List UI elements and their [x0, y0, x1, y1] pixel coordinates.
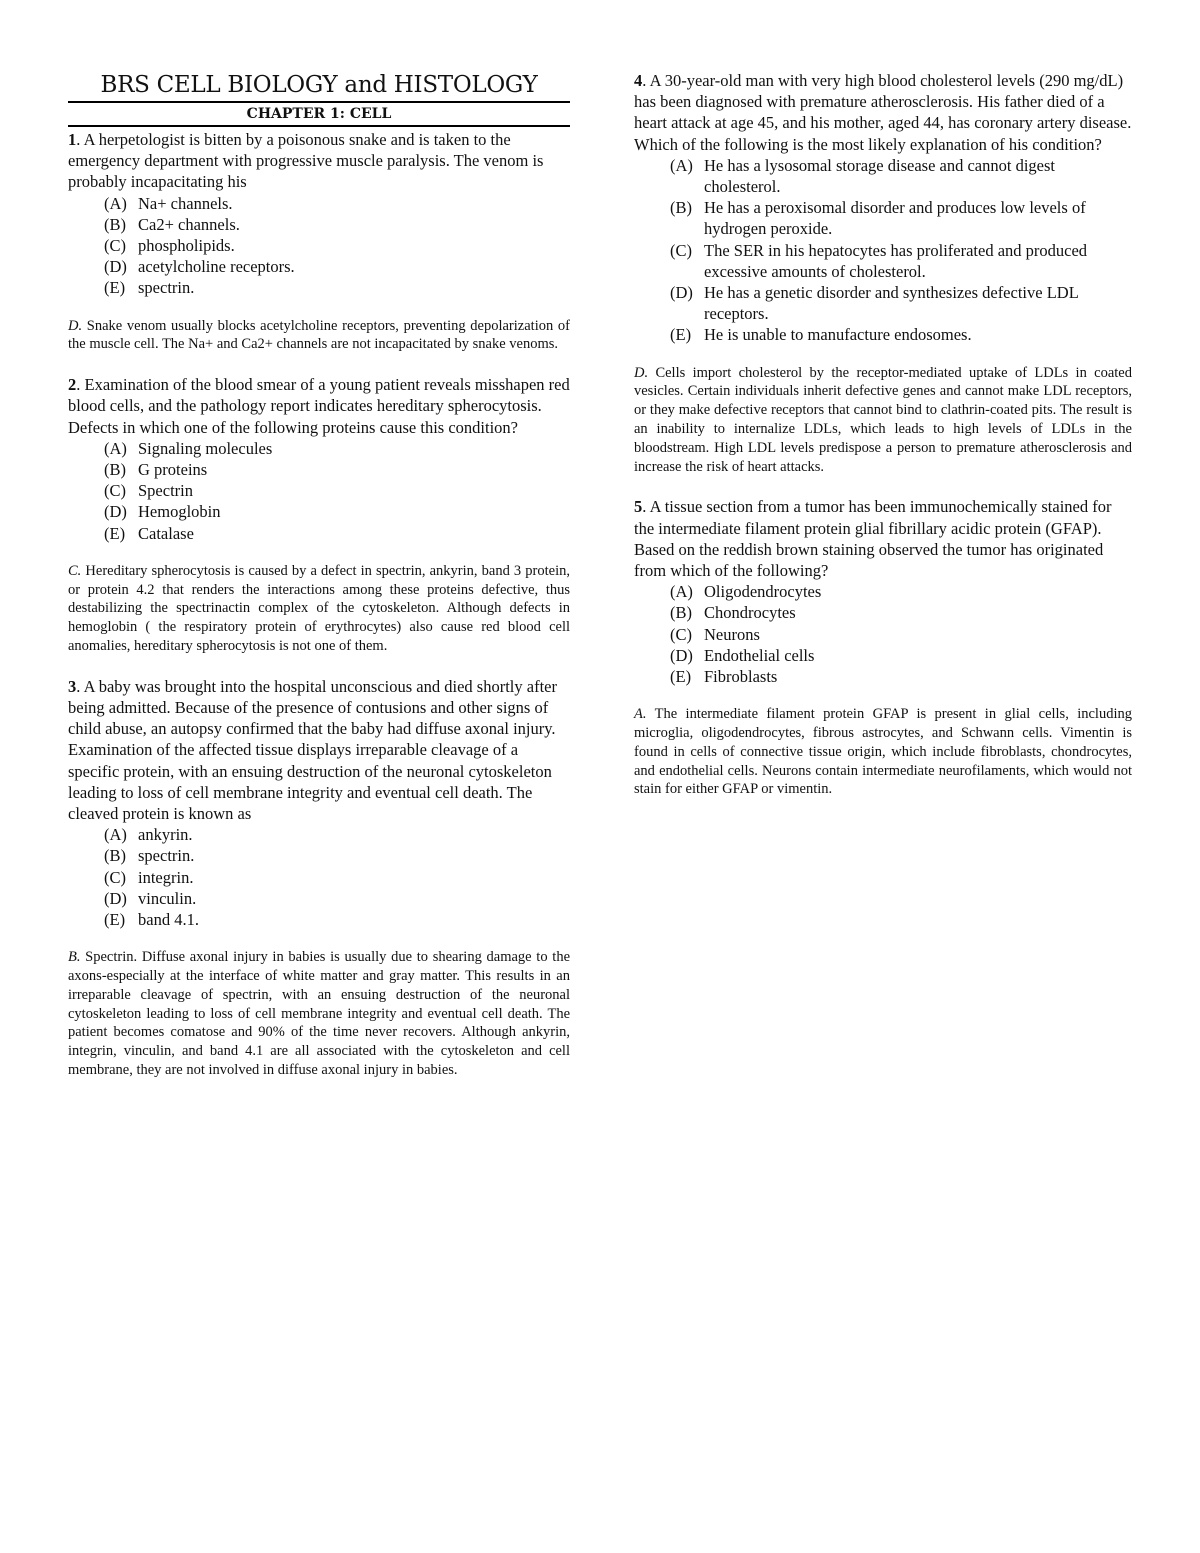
- question-3: [68, 676, 570, 1080]
- option-letter: (A): [104, 438, 127, 458]
- answer-explanation: [68, 948, 570, 1080]
- option-e: [104, 523, 570, 544]
- option-a: [670, 581, 1132, 602]
- option-letter: (C): [670, 624, 692, 644]
- option-e: [670, 666, 1132, 687]
- option-c: [104, 235, 570, 256]
- option-letter: (D): [670, 645, 693, 665]
- right-column: [634, 70, 1132, 819]
- option-text: He has a peroxisomal disorder and produces low levels of hydrogen peroxide.: [704, 198, 1086, 239]
- option-letter: (B): [104, 214, 126, 234]
- option-letter: (E): [670, 667, 692, 687]
- option-letter: (D): [670, 283, 693, 303]
- option-list: [68, 193, 570, 299]
- answer-explanation: [634, 364, 1132, 477]
- question-5: [634, 496, 1132, 799]
- option-d: [670, 282, 1132, 324]
- option-letter: (C): [670, 240, 692, 260]
- question-text: . Examination of the blood smear of a young patient reveals misshapen red blood cells, and the pathology report indicates hereditary spherocytosis. Defects in which one of the following proteins cause this condition?: [68, 375, 570, 437]
- option-a: [670, 155, 1132, 197]
- option-letter: (C): [104, 867, 126, 887]
- answer-letter: B.: [68, 949, 81, 966]
- option-text: Na+ channels.: [138, 193, 233, 213]
- option-text: He has a lysosomal storage disease and cannot digest cholesterol.: [704, 155, 1055, 197]
- option-text: ankyrin.: [138, 825, 193, 845]
- question-number: 4: [634, 71, 643, 90]
- option-text: Signaling molecules: [138, 438, 273, 458]
- question-text: . A herpetologist is bitten by a poisonous snake and is taken to the emergency department with progressive muscle paralysis. The venom is probably incapacitating his: [68, 130, 544, 192]
- option-letter: (A): [104, 193, 127, 213]
- option-letter: (B): [670, 603, 692, 623]
- option-e: [104, 909, 570, 930]
- question-2: [68, 374, 570, 656]
- option-letter: (A): [104, 825, 127, 845]
- question-number: 1: [68, 130, 77, 149]
- option-text: Neurons: [704, 624, 760, 644]
- option-b: [104, 459, 570, 480]
- question-number: 5: [634, 497, 643, 517]
- option-text: Ca2+ channels.: [138, 214, 240, 234]
- question-stem: [68, 129, 570, 193]
- option-c: [104, 867, 570, 888]
- option-c: [670, 624, 1132, 645]
- option-letter: (B): [670, 198, 692, 218]
- explanation-text: The intermediate filament protein GFAP is present in glial cells, including microglia, oligodendrocytes, fibrous astrocytes, and Schwann cells. Vimentin is found in cells of connective tissue origin, which include fibroblasts, chondrocytes, and endothelial cells. Neurons contain intermediate neurofilaments, which would not stain for either GFAP or vimentin.: [634, 706, 1132, 798]
- option-text: integrin.: [138, 867, 194, 887]
- option-text: He has a genetic disorder and synthesizes defective LDL receptors.: [704, 283, 1079, 324]
- option-letter: (D): [104, 502, 127, 522]
- question-text: . A tissue section from a tumor has been immunochemically stained for the intermediate filament protein glial fibrillary acidic protein (GFAP). Based on the reddish brown staining observed the tumor has originated from which of the following?: [634, 497, 1112, 581]
- left-column: [68, 70, 570, 1100]
- option-text: vinculin.: [138, 888, 197, 908]
- option-letter: (C): [104, 236, 126, 256]
- option-letter: (A): [670, 582, 693, 602]
- option-b: [670, 197, 1132, 239]
- question-number: 2: [68, 375, 77, 395]
- option-text: G proteins: [138, 460, 208, 480]
- option-b: [670, 602, 1132, 623]
- question-text: . A 30-year-old man with very high blood cholesterol levels (290 mg/dL) has been diagnosed with premature atherosclerosis. His father died of a heart attack at age 45, and his mother, aged 44, has coronary artery disease. Which of the following is the most likely explanation of his condition?: [634, 71, 1132, 154]
- option-letter: (B): [104, 460, 126, 480]
- answer-letter: D.: [68, 317, 83, 334]
- option-letter: (C): [104, 481, 126, 501]
- option-a: [104, 438, 570, 459]
- option-a: [104, 824, 570, 845]
- option-b: [104, 845, 570, 866]
- option-text: phospholipids.: [138, 236, 235, 256]
- option-d: [670, 645, 1132, 666]
- option-e: [670, 324, 1132, 345]
- answer-explanation: [68, 317, 570, 355]
- option-letter: (B): [104, 846, 126, 866]
- answer-letter: A.: [634, 706, 647, 723]
- answer-explanation: [634, 705, 1132, 799]
- option-d: [104, 888, 570, 909]
- option-text: Endothelial cells: [704, 645, 815, 665]
- option-letter: (E): [670, 325, 692, 345]
- question-stem: [634, 70, 1132, 155]
- option-b: [104, 214, 570, 235]
- option-letter: (E): [104, 278, 126, 298]
- option-text: band 4.1.: [138, 910, 199, 930]
- question-4: [634, 70, 1132, 476]
- chapter-heading: CHAPTER 1: CELL: [68, 103, 570, 127]
- option-c: [104, 480, 570, 501]
- option-text: Chondrocytes: [704, 603, 796, 623]
- option-text: Spectrin: [138, 481, 193, 501]
- option-text: spectrin.: [138, 846, 195, 866]
- answer-explanation: [68, 562, 570, 656]
- explanation-text: Cells import cholesterol by the receptor-mediated uptake of LDLs in coated vesicles. Certain individuals inherit defective genes and cannot make LDL receptors, or they make defective receptors that cannot bind to clathrin-coated pits. The result is an inability to internalize LDLs, which leads to high levels of LDLs in the bloodstream. High LDL levels predispose a person to premature atherosclerosis and increase the risk of heart attacks.: [634, 364, 1132, 475]
- option-text: Catalase: [138, 523, 194, 543]
- option-text: Oligodendrocytes: [704, 582, 822, 602]
- option-text: He is unable to manufacture endosomes.: [704, 325, 972, 345]
- question-text: . A baby was brought into the hospital unconscious and died shortly after being admitted. Because of the presence of contusions and other signs of child abuse, an autopsy confirmed that the baby had diffuse axonal injury. Examination of the affected tissue displays irreparable cleavage of a specific protein, with an ensuing destruction of the neuronal cytoskeleton leading to loss of cell membrane integrity and eventual cell death. The cleaved protein is known as: [68, 676, 557, 824]
- question-stem: [68, 374, 570, 438]
- question-number: 3: [68, 676, 77, 696]
- question-1: [68, 129, 570, 354]
- question-stem: [634, 496, 1132, 581]
- option-c: [670, 240, 1132, 282]
- question-stem: [68, 676, 570, 824]
- option-letter: (E): [104, 910, 126, 930]
- option-text: Fibroblasts: [704, 667, 778, 687]
- explanation-text: Spectrin. Diffuse axonal injury in babies is usually due to shearing damage to the axons-especially at the interface of white matter and gray matter. This results in an irreparable cleavage of spectrin, with an ensuing destruction of the neuronal cytoskeleton leading to loss of cell membrane integrity and eventual cell death. The patient becomes comatose and 90% of the time never recovers. Although ankyrin, integrin, vinculin, and band 4.1 are all associated with the cytoskeleton and cell membrane, they are not involved in diffuse axonal injury in babies.: [68, 949, 570, 1079]
- option-list: [68, 438, 570, 544]
- option-letter: (D): [104, 888, 127, 908]
- option-e: [104, 277, 570, 298]
- option-text: Hemoglobin: [138, 502, 221, 522]
- option-text: The SER in his hepatocytes has proliferated and produced excessive amounts of cholesterol.: [704, 240, 1088, 281]
- explanation-text: Hereditary spherocytosis is caused by a defect in spectrin, ankyrin, band 3 protein, or protein 4.2 that renders the interactions among these proteins defective, thus destabilizing the spectrinactin complex of the cytoskeleton. Although defects in hemoglobin ( the respiratory protein of erythrocytes) also cause red blood cell anomalies, hereditary spherocytosis is not one of them.: [68, 562, 570, 655]
- explanation-text: Snake venom usually blocks acetylcholine receptors, preventing depolarization of the muscle cell. The Na+ and Ca2+ channels are not incapacitated by snake venoms.: [68, 317, 570, 353]
- option-list: [634, 581, 1132, 687]
- option-letter: (D): [104, 257, 127, 277]
- document-title: BRS CELL BIOLOGY and HISTOLOGY: [68, 70, 570, 103]
- option-text: acetylcholine receptors.: [138, 257, 295, 277]
- option-d: [104, 256, 570, 277]
- option-text: spectrin.: [138, 278, 195, 298]
- option-list: [634, 155, 1132, 346]
- option-letter: (E): [104, 523, 126, 543]
- option-d: [104, 501, 570, 522]
- answer-letter: D.: [634, 364, 649, 381]
- answer-letter: C.: [68, 562, 82, 579]
- option-a: [104, 193, 570, 214]
- option-letter: (A): [670, 155, 693, 175]
- option-list: [68, 824, 570, 930]
